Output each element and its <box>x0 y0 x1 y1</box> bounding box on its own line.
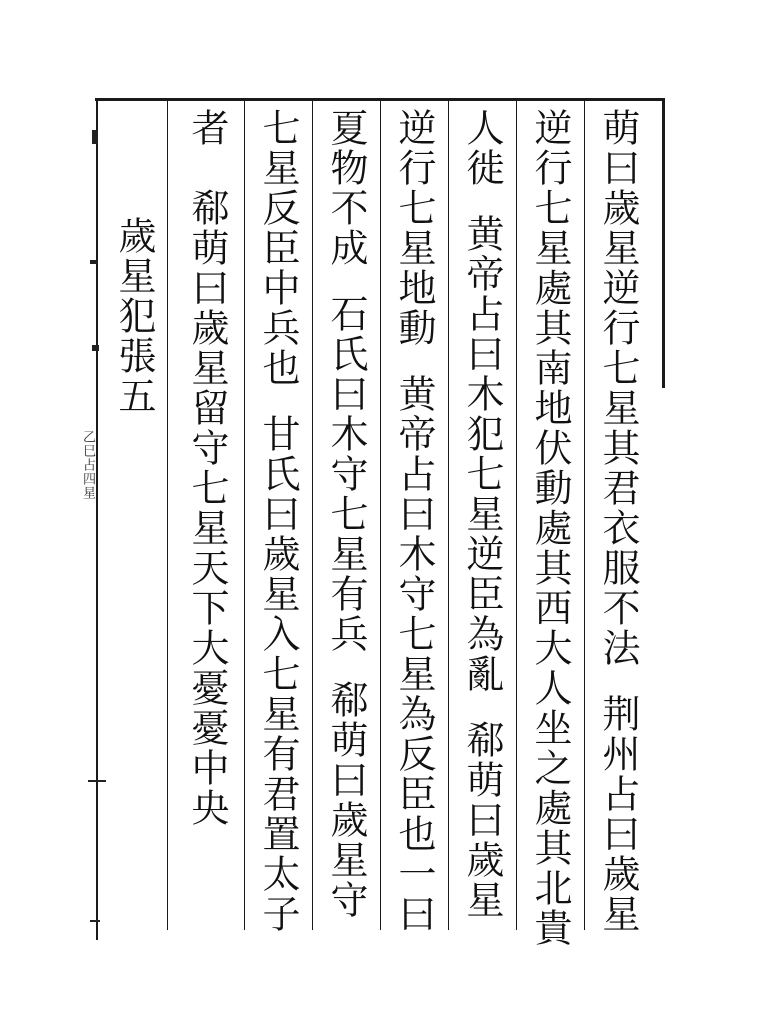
ink-speck <box>88 780 106 782</box>
column-divider <box>167 100 168 930</box>
text-column-4 <box>394 108 434 934</box>
text-column-1 <box>598 108 638 934</box>
text-segment: 黄帝占曰木守七星為反臣也一曰 <box>392 374 436 934</box>
left-border-line <box>96 100 98 940</box>
spacer <box>278 388 279 414</box>
column-divider <box>584 100 585 930</box>
margin-note: 乙巳占四星 <box>80 430 95 500</box>
spacer <box>482 188 483 214</box>
text-segment: 夏物不成 <box>324 108 368 268</box>
text-segment: 者 <box>185 108 229 148</box>
text-column-6 <box>258 108 298 934</box>
text-segment: 甘氏曰歲星入七星有君置太子 <box>256 414 300 934</box>
text-segment: 郗萌曰歲星 <box>460 720 504 920</box>
spacer <box>414 348 415 374</box>
text-segment: 石氏曰木守七星有兵 <box>324 294 368 654</box>
text-segment: 人徙 <box>460 108 504 188</box>
text-column-5 <box>326 108 366 920</box>
spacer <box>482 694 483 720</box>
column-divider <box>312 100 313 930</box>
column-divider <box>448 100 449 930</box>
ink-speck <box>92 130 98 144</box>
column-divider <box>380 100 381 930</box>
ink-speck <box>90 260 98 264</box>
text-segment: 逆行七星處其南地伏動處其西大人坐之處其北貴 <box>528 108 572 948</box>
text-segment: 郗萌曰歲星留守七星天下大憂憂中央 <box>185 188 229 828</box>
spacer <box>346 268 347 294</box>
text-segment: 黄帝占曰木犯七星逆臣為亂 <box>460 214 504 694</box>
text-segment: 荆州占曰歲星 <box>596 694 640 934</box>
column-divider <box>244 100 245 930</box>
text-segment: 萌曰歲星逆行七星其君衣服不法 <box>596 108 640 668</box>
text-segment: 七星反臣中兵也 <box>256 108 300 388</box>
section-heading: 歲星犯張五 <box>112 216 156 416</box>
section-heading-column <box>114 216 154 416</box>
text-column-3 <box>462 108 502 920</box>
text-column-7 <box>187 108 227 828</box>
text-column-2 <box>530 108 570 948</box>
spacer <box>346 654 347 680</box>
ink-speck <box>92 345 99 351</box>
column-divider <box>516 100 517 930</box>
ink-speck <box>90 920 100 922</box>
text-segment: 逆行七星地動 <box>392 108 436 348</box>
right-border-line <box>662 98 665 388</box>
spacer <box>618 668 619 694</box>
spacer <box>207 148 208 188</box>
text-segment: 郗萌曰歲星守 <box>324 680 368 920</box>
